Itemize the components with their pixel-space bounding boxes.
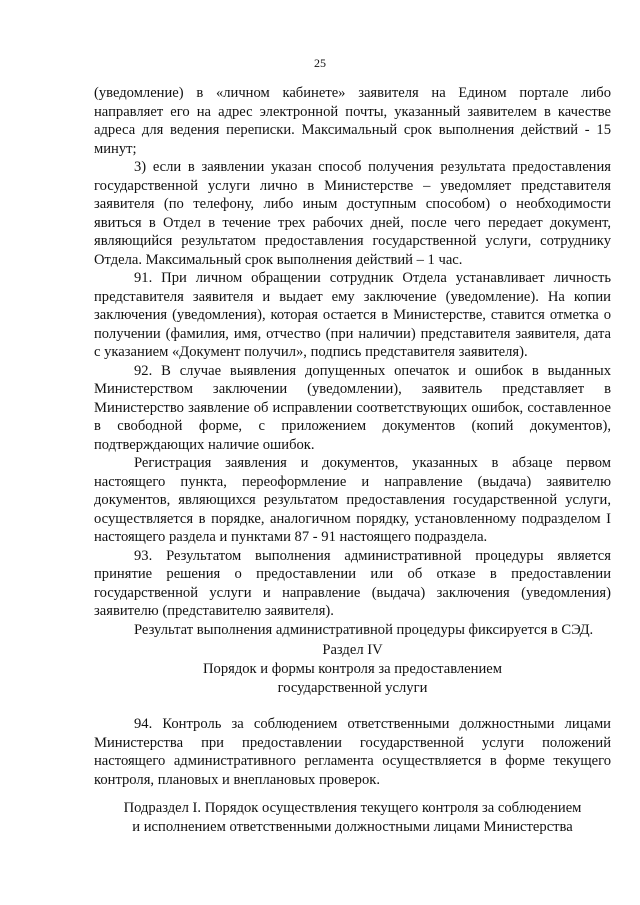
- body-text-94: [94, 715, 611, 789]
- paragraph-result: Результат выполнения административной процедуры фиксируется в СЭД.: [134, 621, 594, 638]
- paragraph-94: 94. Контроль за соблюдением ответственными должностными лицами Министерства при предоставлении государственной услуги положений настоящего административного регламента осуществляется в форме текущего контроля, плановых и внеплановых проверок.: [94, 716, 611, 788]
- paragraph-continuation: (уведомление) в «личном кабинете» заявителя на Едином портале либо направляет его на адрес электронной почты, указанный заявителем в качестве адреса для ведения переписки. Максимальный срок выполнения действий - 15 минут;: [94, 85, 611, 157]
- section-subtitle-line2: государственной услуги: [277, 680, 428, 696]
- subsection-title-line1: Подраздел I. Порядок осуществления текущего контроля за соблюдением: [123, 800, 582, 816]
- section-heading: [94, 641, 611, 698]
- page-number: 25: [314, 56, 326, 70]
- paragraph-93: 93. Результатом выполнения административной процедуры является принятие решения о предоставлении или об отказе в предоставлении государственной услуги и направление (выдача) заключения (уведомления) заявителю (представителю заявителя).: [94, 547, 611, 619]
- section-title: Раздел IV: [322, 642, 383, 658]
- subsection-title-line2: и исполнением ответственными должностными лицами Министерства: [132, 819, 573, 835]
- paragraph-item-3: 3) если в заявлении указан способ получения результата предоставления государственной услуги лично в Министерстве – уведомляет представителя заявителя (по телефону, либо иным доступным способом) о необходимости явиться в Отдел в течение трех рабочих дней, после чего передает документ, являющийся результатом предоставления государственной услуги, сотруднику Отдела. Максимальный срок выполнения действий – 1 час.: [94, 159, 611, 268]
- paragraph-registration: Регистрация заявления и документов, указанных в абзаце первом настоящего пункта, переоформление и направление (выдача) заявителю документов, являющихся результатом предоставления государственной услуги, осуществляется в порядке, аналогичном порядку, установленному подразделом I настоящего раздела и пунктами 87 - 91 настоящего подраздела.: [94, 455, 611, 545]
- subsection-heading: [94, 799, 611, 837]
- paragraph-91: 91. При личном обращении сотрудник Отдела устанавливает личность представителя заявителя и выдает ему заключение (уведомление). На копии заключения (уведомления), которая остается в Министерстве, ставится отметка о получении (фамилия, имя, отчество (при наличии) представителя заявителя, дата с указанием «Документ получил», подпись представителя заявителя).: [94, 270, 611, 360]
- section-subtitle-line1: Порядок и формы контроля за предоставлением: [202, 661, 502, 677]
- body-text-top: [94, 84, 611, 639]
- paragraph-92: 92. В случае выявления допущенных опечаток и ошибок в выданных Министерством заключении (уведомлении), заявитель представляет в Министерство заявление об исправлении соответствующих ошибок, составленное в свободной форме, с приложением документов (копий документов), подтверждающих наличие ошибок.: [94, 362, 611, 453]
